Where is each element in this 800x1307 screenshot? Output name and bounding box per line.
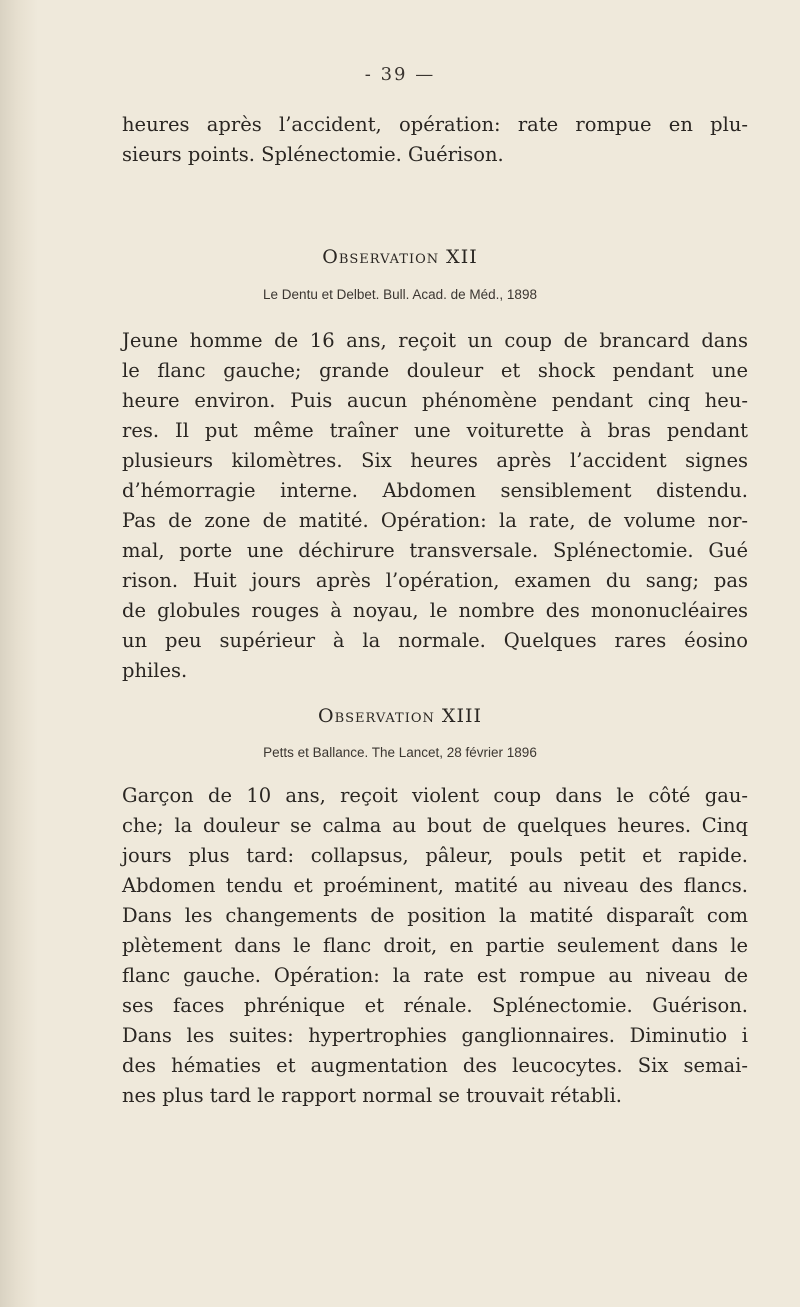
text-line: Jeune homme de 16 ans, reçoit un coup de brancard dans — [122, 329, 748, 352]
text-line: che; la douleur se calma au bout de quelques heures. Cinq — [122, 814, 748, 837]
observation-xii-heading: Observation XII — [322, 246, 478, 268]
text-line: le flanc gauche; grande douleur et shock pendant une — [122, 359, 748, 382]
text-line: heures après l’accident, opération: rate rompue en plu- — [122, 113, 748, 136]
page-number: - 39 — — [364, 64, 436, 85]
text-line: res. Il put même traîner une voiturette à bras pendant — [122, 419, 748, 442]
observation-xiii-paragraph — [122, 781, 748, 1111]
text-line: un peu supérieur à la normale. Quelques rares éosino — [122, 629, 748, 652]
text-line: Dans les changements de position la matité disparaît com — [122, 904, 748, 927]
text-line: Pas de zone de matité. Opération: la rate, de volume nor- — [122, 509, 748, 532]
text-line: mal, porte une déchirure transversale. Splénectomie. Gué — [122, 539, 748, 562]
intro-paragraph — [122, 110, 748, 170]
text-line: plusieurs kilomètres. Six heures après l’accident signes — [122, 449, 748, 472]
text-line: plètement dans le flanc droit, en partie seulement dans le — [122, 934, 748, 957]
text-line: nes plus tard le rapport normal se trouvait rétabli. — [122, 1084, 623, 1107]
text-line: Dans les suites: hypertrophies ganglionnaires. Diminutio i — [122, 1024, 748, 1047]
text-line: jours plus tard: collapsus, pâleur, pouls petit et rapide. — [122, 844, 748, 867]
text-line: de globules rouges à noyau, le nombre des mononucléaires — [122, 599, 748, 622]
text-line: Abdomen tendu et proéminent, matité au niveau des flancs. — [122, 874, 748, 897]
observation-xii-paragraph — [122, 326, 748, 686]
text-line: ses faces phrénique et rénale. Splénectomie. Guérison. — [122, 994, 748, 1017]
observation-xii-citation: Le Dentu et Delbet. Bull. Acad. de Méd., 1898 — [263, 287, 537, 302]
page-binding-shadow — [0, 0, 38, 1307]
text-line: d’hémorragie interne. Abdomen sensiblement distendu. — [122, 479, 748, 502]
text-line: rison. Huit jours après l’opération, examen du sang; pas — [122, 569, 748, 592]
text-line: philes. — [122, 659, 188, 682]
text-line: des hématies et augmentation des leucocytes. Six semai- — [122, 1054, 748, 1077]
text-line: flanc gauche. Opération: la rate est rompue au niveau de — [122, 964, 748, 987]
text-line: Garçon de 10 ans, reçoit violent coup dans le côté gau- — [122, 784, 748, 807]
observation-xiii-citation: Petts et Ballance. The Lancet, 28 février 1896 — [263, 745, 537, 760]
observation-xiii-heading: Observation XIII — [318, 705, 482, 727]
text-line: heure environ. Puis aucun phénomène pendant cinq heu- — [122, 389, 748, 412]
text-line: sieurs points. Splénectomie. Guérison. — [122, 143, 504, 166]
